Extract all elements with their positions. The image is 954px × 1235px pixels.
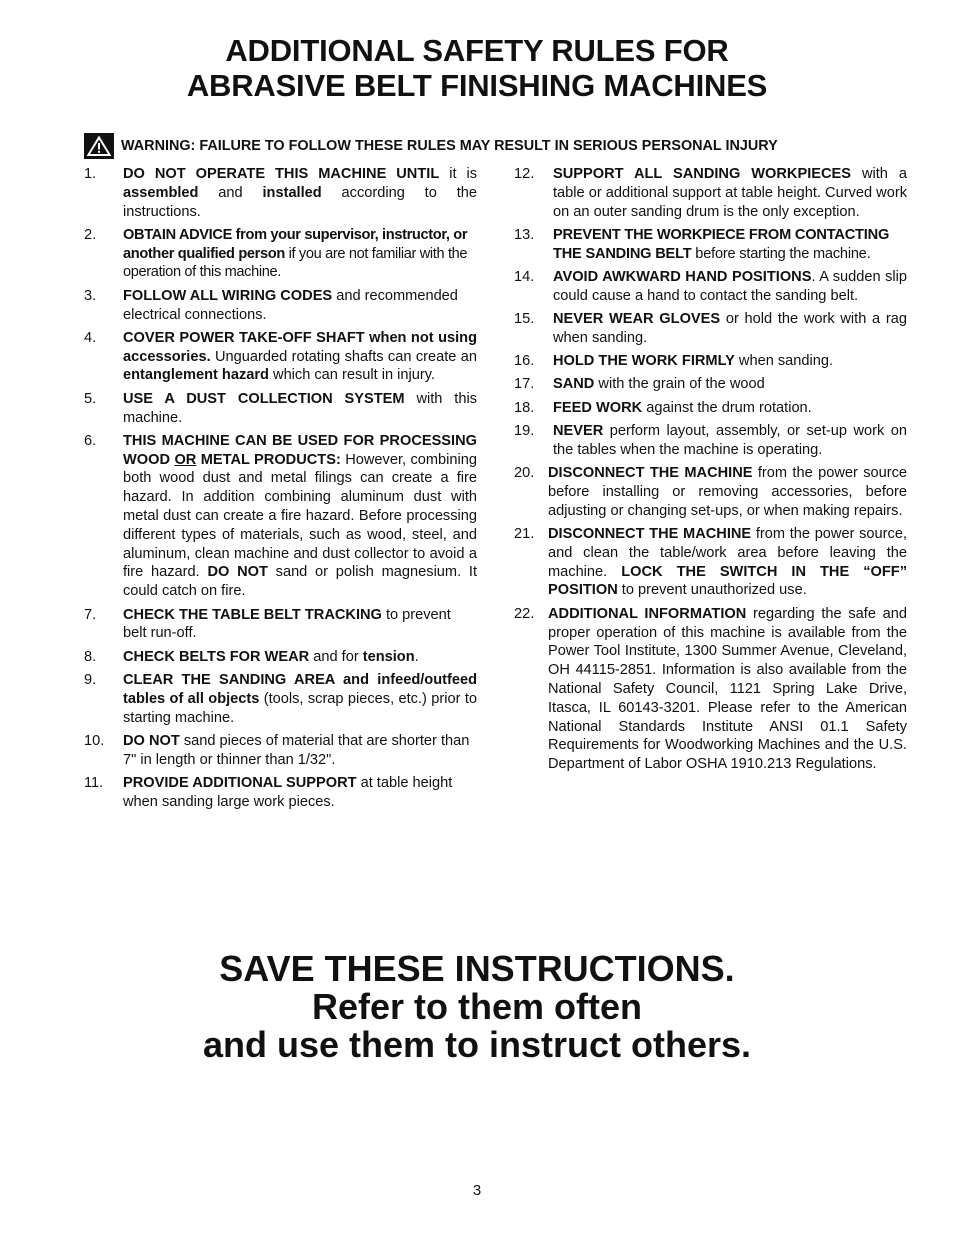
rules-column-right (514, 165, 907, 778)
warning-triangle-icon (84, 133, 114, 159)
rule-item (84, 606, 477, 644)
rule-number: 7. (84, 606, 97, 623)
rule-item (84, 329, 477, 385)
rule-item (514, 399, 907, 418)
rule-number: 17. (514, 376, 535, 393)
rule-number: 20. (514, 465, 535, 482)
rule-item (514, 165, 907, 221)
rule-number: 22. (514, 605, 535, 622)
rule-item (84, 390, 477, 428)
rule-item (514, 464, 907, 520)
save-line-2: Refer to them often (311, 986, 642, 1027)
rule-item (514, 352, 907, 371)
rule-item (84, 287, 477, 325)
rule-item (514, 422, 907, 460)
rule-text: DO NOT OPERATE THIS MACHINE UNTIL it is assembled and installed according to the instructions. (123, 166, 477, 220)
rule-number: 13. (514, 226, 535, 243)
rule-number: 6. (84, 432, 97, 449)
rule-text: PREVENT THE WORKPIECE FROM CONTACTING THE SANDING BELT before starting the machine. (553, 226, 890, 262)
rule-text: DISCONNECT THE MACHINE from the power source, and clean the table/work area before leaving the machine. LOCK THE SWITCH IN THE “OFF” POSITION to prevent unauthorized use. (548, 526, 907, 599)
rule-item (514, 525, 907, 600)
rule-item (514, 310, 907, 348)
rule-item (84, 432, 477, 601)
title-line-2: ABRASIVE BELT FINISHING MACHINES (186, 68, 768, 103)
rule-text: COVER POWER TAKE-OFF SHAFT when not using accessories. Unguarded rotating shafts can create an entanglement hazard which can result in injury. (123, 329, 477, 384)
rules-column-left (84, 165, 477, 816)
rule-number: 9. (84, 671, 97, 688)
rule-text: CHECK THE TABLE BELT TRACKING to prevent belt run-off. (123, 606, 451, 642)
title-line-1: ADDITIONAL SAFETY RULES FOR (225, 33, 729, 68)
rule-number: 19. (514, 423, 535, 440)
rule-number: 4. (84, 329, 97, 346)
rule-number: 3. (84, 287, 97, 304)
rule-text: AVOID AWKWARD HAND POSITIONS. A sudden slip could cause a hand to contact the sanding belt. (553, 268, 908, 304)
rule-number: 11. (84, 774, 104, 791)
rule-number: 8. (84, 648, 97, 665)
rule-text: SUPPORT ALL SANDING WORKPIECES with a table or additional support at table height. Curved work on an outer sanding drum is the only exception. (553, 166, 907, 220)
rule-number: 2. (84, 226, 97, 243)
rule-text: ADDITIONAL INFORMATION regarding the safe and proper operation of this machine is available from the Power Tool Institute, 1300 Summer Avenue, Cleveland, OH 44115-2851. Information is also available from the National Safety Council, 1121 Spring Lake Drive, Itasca, IL 60143-3201. Please refer to the American National Standards Institute ANSI 01.1 Safety Requirements for Woodworking Machines and the U.S. Department of Labor OSHA 1910.213 Regulations. (548, 605, 907, 773)
rule-text: OBTAIN ADVICE from your supervisor, instructor, or another qualified person if you are not familiar with the operation of this machine. (123, 226, 468, 281)
rule-text: PROVIDE ADDITIONAL SUPPORT at table height when sanding large work pieces. (123, 774, 453, 810)
warning-banner (84, 132, 884, 160)
rule-item (84, 732, 477, 770)
rule-number: 10. (84, 732, 105, 749)
rule-item (84, 226, 477, 282)
rule-text: THIS MACHINE CAN BE USED FOR PROCESSING WOOD OR METAL PRODUCTS: However, combining both wood dust and metal filings can create a fire hazard. In addition combining aluminum dust with metal dust can create a fire hazard. Before processing different types of materials, such as wood, steel, and aluminum, clean machine and dust collector to avoid a fire hazard. DO NOT sand or polish magnesium. It could catch on fire. (123, 432, 477, 600)
save-instructions-banner (0, 950, 954, 1064)
rule-text: FEED WORK against the drum rotation. (553, 399, 812, 416)
rule-text: NEVER WEAR GLOVES or hold the work with a rag when sanding. (553, 311, 907, 346)
rule-number: 12. (514, 166, 535, 182)
rule-item (84, 671, 477, 727)
page-number: 3 (472, 1182, 482, 1199)
rule-text: USE A DUST COLLECTION SYSTEM with this machine. (123, 390, 477, 426)
rule-number: 14. (514, 268, 535, 285)
rule-number: 1. (84, 166, 97, 182)
warning-text: WARNING: FAILURE TO FOLLOW THESE RULES MAY RESULT IN SERIOUS PERSONAL INJURY (121, 138, 778, 154)
page-title (0, 33, 954, 103)
rule-item (514, 375, 907, 394)
rule-item (514, 268, 907, 306)
save-line-3: and use them to instruct others. (202, 1024, 752, 1065)
rule-text: DO NOT sand pieces of material that are shorter than 7" in length or thinner than 1/32". (123, 732, 470, 768)
rule-number: 21. (514, 526, 535, 543)
rule-item (84, 648, 477, 667)
rule-text: CHECK BELTS FOR WEAR and for tension. (123, 648, 419, 665)
rule-number: 16. (514, 353, 535, 370)
rule-number: 15. (514, 311, 535, 328)
rule-text: FOLLOW ALL WIRING CODES and recommended electrical connections. (123, 287, 458, 323)
rule-text: DISCONNECT THE MACHINE from the power source before installing or removing accessories, before adjusting or changing set-ups, or when making repairs. (548, 465, 907, 519)
rule-item (514, 226, 907, 264)
rule-text: SAND with the grain of the wood (553, 376, 765, 393)
rule-item (84, 774, 477, 812)
rule-text: NEVER perform layout, assembly, or set-up work on the tables when the machine is operating. (553, 423, 907, 458)
rule-text: HOLD THE WORK FIRMLY when sanding. (553, 353, 834, 370)
rule-number: 5. (84, 390, 97, 407)
rule-item (514, 605, 907, 774)
rule-item (84, 165, 477, 221)
rule-text: CLEAR THE SANDING AREA and infeed/outfeed tables of all objects (tools, scrap pieces, etc.) prior to starting machine. (123, 671, 477, 726)
rule-number: 18. (514, 399, 535, 416)
save-line-1: SAVE THESE INSTRUCTIONS. (219, 948, 735, 989)
